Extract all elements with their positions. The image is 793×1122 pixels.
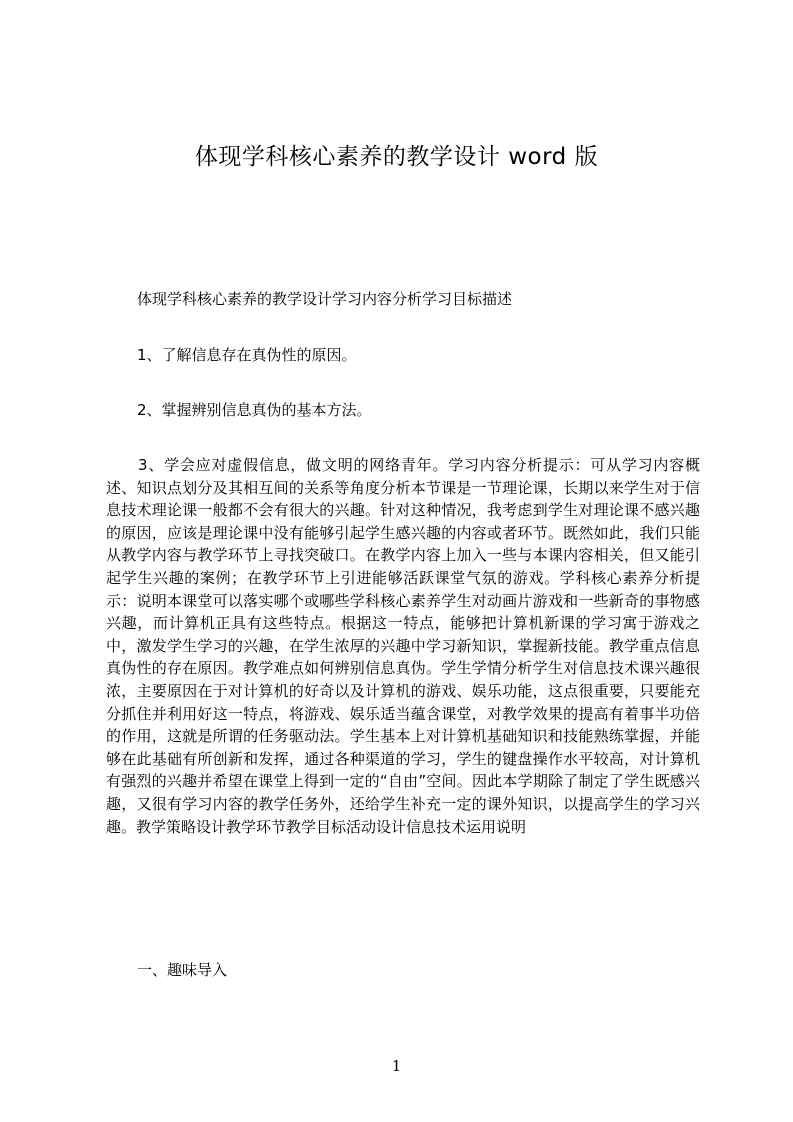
page-number: 1	[391, 1057, 402, 1075]
goal-item-1: 1、了解信息存在真伪性的原因。	[137, 346, 357, 364]
document-title: 体现学科核心素养的教学设计 word 版	[194, 144, 599, 170]
section-heading: 一、趣味导入	[137, 961, 228, 979]
body-paragraph: 3、学会应对虚假信息，做文明的网络青年。学习内容分析提示：可从学习内容概述、知识点划分及其相互间的关系等角度分析本节课是一节理论课，长期以来学生对于信息技术理论课一般都不会有很大的兴趣。针对这种情况，我考虑到学生对理论课不感兴趣的原因，应该是理论课中没有能够引起学生感兴趣的内容或者环节。既然如此，我们只能从教学内容与教学环节上寻找突破口。在教学内容上加入一些与本课内容相关，但又能引起学生兴趣的案例；在教学环节上引进能够活跃课堂气氛的游戏。学科核心素养分析提示：说明本课堂可以落实哪个或哪些学科核心素养学生对动画片游戏和一些新奇的事物感兴趣，而计算机正具有这些特点。根据这一特点，能够把计算机新课的学习寓于游戏之中，激发学生学习的兴趣，在学生浓厚的兴趣中学习新知识，掌握新技能。教学重点信息真伪性的存在原因。教学难点如何辨别信息真伪。学生学情分析学生对信息技术课兴趣很浓，主要原因在于对计算机的好奇以及计算机的游戏、娱乐功能，这点很重要，只要能充分抓住并利用好这一特点，将游戏、娱乐适当蕴含课堂，对教学效果的提高有着事半功倍的作用，这就是所谓的任务驱动法。学生基本上对计算机基础知识和技能熟练掌握，并能够在此基础有所创新和发挥，通过各种渠道的学习，学生的键盘操作水平较高，对计算机有强烈的兴趣并希望在课堂上得到一定的“自由”空间。因此本学期除了制定了学生既感兴趣，又很有学习内容的教学任务外，还给学生补充一定的课外知识，以提高学生的学习兴趣。教学策略设计教学环节教学目标活动设计信息技术运用说明	[106, 456, 700, 836]
goal-item-2: 2、掌握辨别信息真伪的基本方法。	[137, 401, 372, 419]
intro-paragraph: 体现学科核心素养的教学设计学习内容分析学习目标描述	[137, 290, 513, 308]
